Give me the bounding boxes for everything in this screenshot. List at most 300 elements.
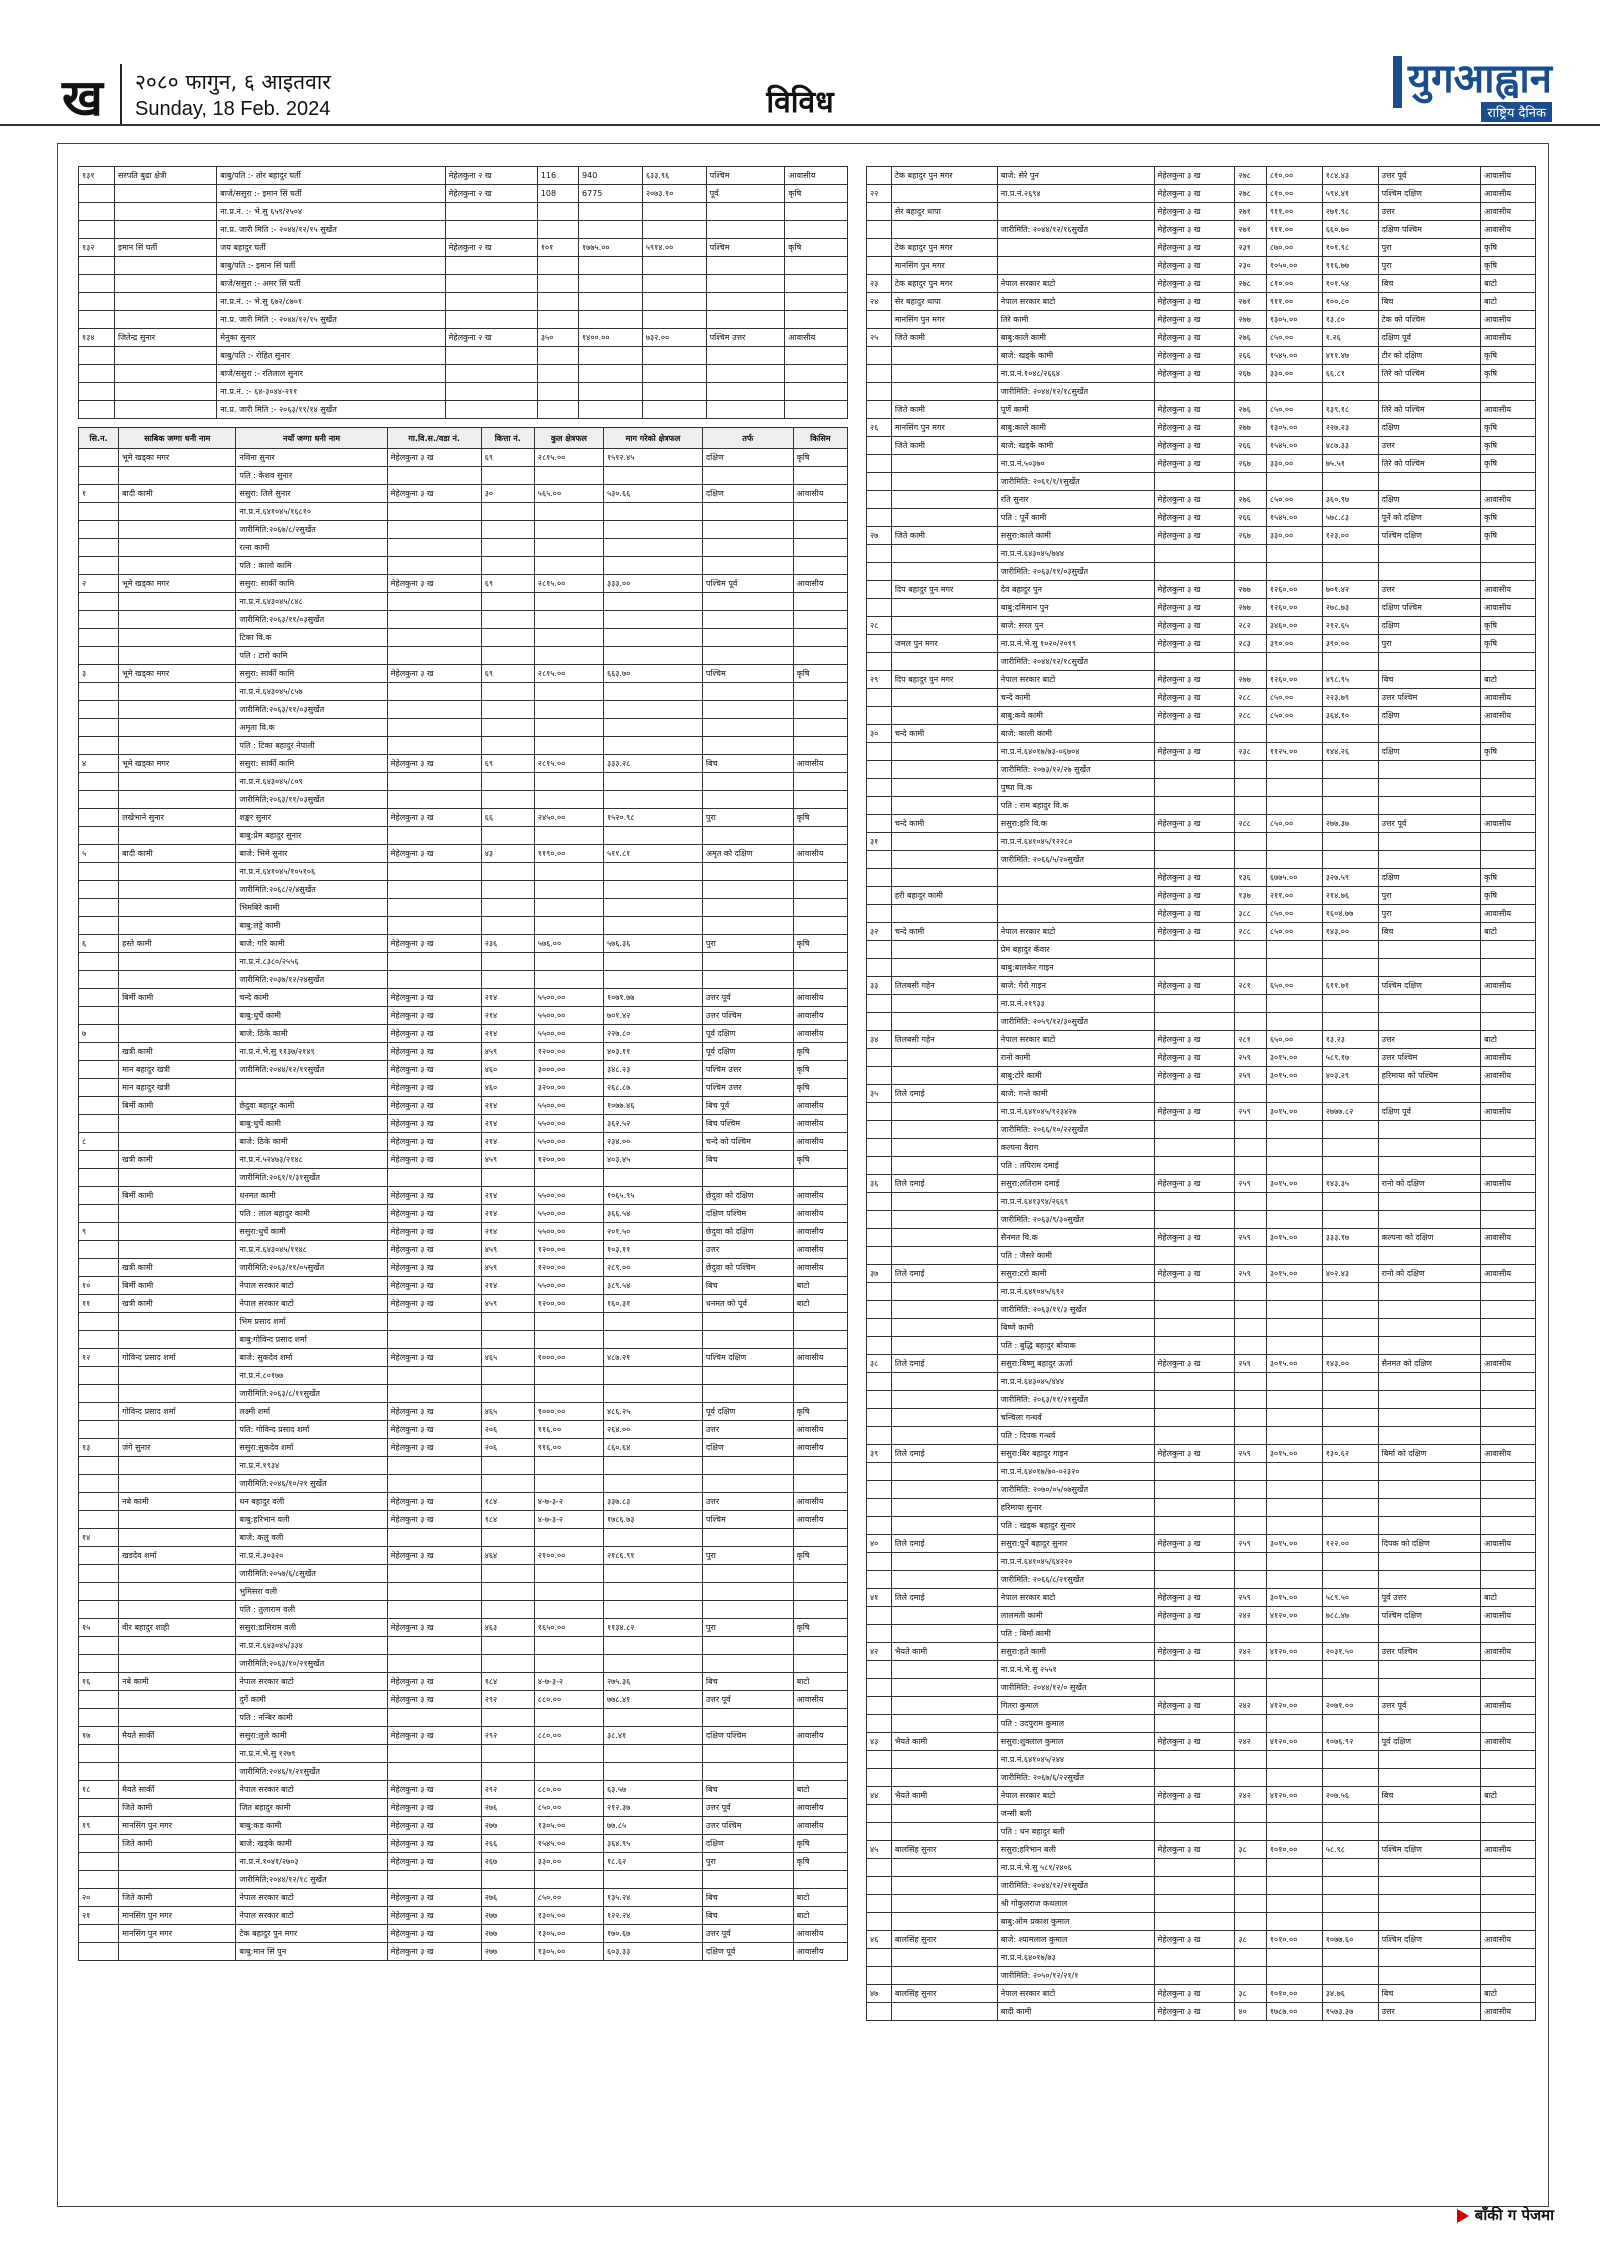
table-cell: ३० xyxy=(481,485,534,503)
table-cell xyxy=(867,1913,892,1931)
table-cell xyxy=(891,2003,997,2021)
table-cell: २७७ xyxy=(481,1925,534,1943)
table-cell xyxy=(1154,1247,1235,1265)
table-row xyxy=(867,1265,1536,1283)
table-cell: कृषि xyxy=(785,185,848,203)
table-cell xyxy=(642,365,706,383)
table-cell xyxy=(603,1745,702,1763)
table-cell: बाटो xyxy=(793,1781,847,1799)
table-cell xyxy=(867,1805,892,1823)
table-cell xyxy=(1481,941,1536,959)
table-cell: २७७७.८२ xyxy=(1322,1103,1378,1121)
table-cell: २७८ xyxy=(1235,275,1267,293)
table-cell xyxy=(1378,383,1481,401)
table-cell xyxy=(115,257,217,275)
table-cell: नेपाल सरकार बाटो xyxy=(236,1781,387,1799)
table-cell xyxy=(1322,1895,1378,1913)
table-cell: आवासीय xyxy=(793,1133,847,1151)
table-cell xyxy=(867,743,892,761)
table-cell xyxy=(1235,1301,1267,1319)
table-cell xyxy=(79,917,119,935)
table-cell: २५९ xyxy=(1235,1103,1267,1121)
table-cell: २८१५.०० xyxy=(534,575,603,593)
table-row xyxy=(79,1709,848,1727)
table-cell: ना.प्र.नं. :- भे.सु ६५९/२५०४ xyxy=(217,203,445,221)
table-cell: बिच xyxy=(702,1277,793,1295)
table-cell xyxy=(534,1637,603,1655)
table-cell: २१८६.९१ xyxy=(603,1547,702,1565)
table-cell xyxy=(603,1475,702,1493)
table-cell xyxy=(387,953,481,971)
table-cell: २८८ xyxy=(1235,923,1267,941)
table-cell xyxy=(1481,1499,1536,1517)
table-cell: आवासीय xyxy=(1481,2003,1536,2021)
table-row xyxy=(79,221,848,239)
table-cell: पति: गोविन्द प्रसाद शर्मा xyxy=(236,1421,387,1439)
table-row xyxy=(867,311,1536,329)
column-header: किसिम xyxy=(793,428,847,449)
table-row xyxy=(867,833,1536,851)
table-cell xyxy=(867,167,892,185)
table-cell xyxy=(702,611,793,629)
table-cell: टिका वि.क xyxy=(236,629,387,647)
table-row xyxy=(79,1295,848,1313)
table-cell xyxy=(891,1913,997,1931)
table-cell: ४६५ xyxy=(481,1403,534,1421)
table-cell xyxy=(793,863,847,881)
table-cell xyxy=(867,1949,892,1967)
table-cell: ३२००.०० xyxy=(534,1079,603,1097)
table-cell: ससुरा:सुकदेव शर्मा xyxy=(236,1439,387,1457)
table-cell xyxy=(867,1139,892,1157)
table-cell xyxy=(702,1367,793,1385)
table-row xyxy=(79,935,848,953)
table-cell: मेहेलकुना ३ ख xyxy=(387,1943,481,1961)
table-cell xyxy=(891,1049,997,1067)
table-cell xyxy=(603,1583,702,1601)
table-cell xyxy=(793,791,847,809)
table-cell: मेहेलकुना ३ ख xyxy=(1154,491,1235,509)
table-cell: ४-७-३-२ xyxy=(534,1493,603,1511)
table-cell: मेहेलकुना ३ ख xyxy=(387,1817,481,1835)
table-cell xyxy=(1322,1085,1378,1103)
table-cell xyxy=(1322,1913,1378,1931)
table-cell xyxy=(79,1709,119,1727)
table-cell: ८५०.०० xyxy=(534,1889,603,1907)
table-row xyxy=(867,1805,1536,1823)
table-row xyxy=(867,1643,1536,1661)
table-cell xyxy=(1481,1895,1536,1913)
table-row xyxy=(79,1007,848,1025)
table-cell xyxy=(793,1637,847,1655)
table-cell xyxy=(793,521,847,539)
table-cell xyxy=(445,365,537,383)
table-row xyxy=(79,539,848,557)
table-cell: मेहेलकुना ३ ख xyxy=(387,1493,481,1511)
table-cell xyxy=(867,797,892,815)
table-cell xyxy=(1378,851,1481,869)
table-cell xyxy=(387,1529,481,1547)
table-cell: १०१.९८ xyxy=(1322,239,1378,257)
table-cell xyxy=(534,1565,603,1583)
table-cell xyxy=(702,1637,793,1655)
table-cell xyxy=(891,851,997,869)
table-row xyxy=(79,899,848,917)
table-cell: ना.प्र.नं.भे.सु १२७९ xyxy=(236,1745,387,1763)
table-cell: जारीमिति:२०६७/८/२सुर्खेत xyxy=(236,521,387,539)
table-cell xyxy=(119,773,236,791)
table-row xyxy=(867,869,1536,887)
table-cell: १ xyxy=(79,485,119,503)
table-cell: पुरा xyxy=(1378,635,1481,653)
table-row xyxy=(867,1319,1536,1337)
table-row xyxy=(79,683,848,701)
table-cell xyxy=(534,503,603,521)
table-cell xyxy=(387,647,481,665)
table-cell xyxy=(1266,1967,1322,1985)
table-cell xyxy=(702,467,793,485)
table-cell: १८४.४३ xyxy=(1322,167,1378,185)
table-cell xyxy=(1266,563,1322,581)
table-cell: २३० xyxy=(1235,257,1267,275)
table-cell: पूर्व उत्तर xyxy=(1378,1589,1481,1607)
table-cell: १०१०.०० xyxy=(1266,1985,1322,2003)
table-cell: मेहेलकुना ३ ख xyxy=(387,1007,481,1025)
table-cell: भैयते कामी xyxy=(891,1787,997,1805)
table-cell xyxy=(1235,1949,1267,1967)
table-cell xyxy=(115,401,217,419)
table-cell xyxy=(115,383,217,401)
table-cell xyxy=(1481,995,1536,1013)
table-cell: १४३.०० xyxy=(1322,1355,1378,1373)
table-cell: जारीमिति: २०४४/१२/० सुर्खेत xyxy=(997,1679,1154,1697)
table-cell: हस्ते कामी xyxy=(119,935,236,953)
table-cell xyxy=(115,365,217,383)
table-cell xyxy=(1266,383,1322,401)
table-cell: कृषि xyxy=(793,1403,847,1421)
table-cell xyxy=(1235,959,1267,977)
table-cell: पुरा xyxy=(702,935,793,953)
table-row xyxy=(79,275,848,293)
table-cell: खत्री कामी xyxy=(119,1043,236,1061)
table-cell: ४६५ xyxy=(481,1349,534,1367)
table-cell xyxy=(793,1763,847,1781)
table-cell xyxy=(79,647,119,665)
table-cell xyxy=(79,629,119,647)
table-cell: २१४ xyxy=(481,1007,534,1025)
table-cell: बिच पूर्व xyxy=(702,1097,793,1115)
table-cell: बाजे: भिमे सुनार xyxy=(236,845,387,863)
table-cell xyxy=(1322,1499,1378,1517)
table-cell: ४१२०.०० xyxy=(1266,1607,1322,1625)
table-cell xyxy=(702,1385,793,1403)
table-row xyxy=(79,1061,848,1079)
table-cell: पश्चिम दक्षिण xyxy=(1378,977,1481,995)
table-cell: मेहेलकुना ३ ख xyxy=(387,989,481,1007)
table-cell: ससुरा:हरिभान बली xyxy=(997,1841,1154,1859)
column-header: कुल क्षेत्रफल xyxy=(534,428,603,449)
table-cell xyxy=(387,503,481,521)
table-cell: नबे कामी xyxy=(119,1673,236,1691)
table-cell xyxy=(867,1859,892,1877)
table-cell xyxy=(867,221,892,239)
table-cell: ३७ xyxy=(867,1265,892,1283)
table-cell xyxy=(867,635,892,653)
table-cell: आवासीय xyxy=(1481,1229,1536,1247)
table-cell: दक्षिण xyxy=(1378,491,1481,509)
table-cell xyxy=(481,557,534,575)
table-cell xyxy=(1266,941,1322,959)
table-cell: २१४ xyxy=(481,1115,534,1133)
table-cell xyxy=(867,1625,892,1643)
table-cell: मानसिंग पुन मगर xyxy=(891,257,997,275)
table-cell: ना.प्र.नं.६४०१७/७३ xyxy=(997,1949,1154,1967)
table-cell xyxy=(1378,1625,1481,1643)
table-cell: मेहेलकुना ३ ख xyxy=(1154,527,1235,545)
table-cell: १३४ xyxy=(79,329,115,347)
table-cell xyxy=(702,737,793,755)
table-cell: ३६४.९५ xyxy=(603,1835,702,1853)
table-cell xyxy=(1322,851,1378,869)
table-cell xyxy=(793,1385,847,1403)
table-cell xyxy=(1481,1913,1536,1931)
table-cell xyxy=(706,347,785,365)
table-cell xyxy=(119,611,236,629)
table-cell: पश्चिम दक्षिण xyxy=(1378,1931,1481,1949)
table-cell: ३०१५.०० xyxy=(1266,1103,1322,1121)
table-cell: आवासीय xyxy=(1481,1535,1536,1553)
table-cell: पश्चिम दक्षिण xyxy=(1378,185,1481,203)
table-cell: कृषि xyxy=(793,1835,847,1853)
table-cell xyxy=(119,1853,236,1871)
table-cell: लक्ष्मी शर्मा xyxy=(236,1403,387,1421)
table-cell xyxy=(79,791,119,809)
table-cell xyxy=(603,953,702,971)
column-header: तर्फ xyxy=(702,428,793,449)
table-cell: आवासीय xyxy=(1481,599,1536,617)
table-cell: १२००.०० xyxy=(534,1241,603,1259)
table-cell xyxy=(793,1709,847,1727)
table-cell: ना.प्र.नं.८०१७७ xyxy=(236,1367,387,1385)
table-cell: १८ xyxy=(79,1781,119,1799)
table-cell xyxy=(115,221,217,239)
table-cell: ३३३.१७ xyxy=(1322,1229,1378,1247)
table-cell xyxy=(891,743,997,761)
table-cell xyxy=(603,827,702,845)
table-cell: छेदुवा को दक्षिण xyxy=(702,1223,793,1241)
table-cell: ३० xyxy=(867,725,892,743)
table-cell xyxy=(119,521,236,539)
table-row xyxy=(867,1769,1536,1787)
table-cell xyxy=(891,1517,997,1535)
table-cell: दक्षिण xyxy=(1378,869,1481,887)
table-cell xyxy=(1481,1463,1536,1481)
table-cell xyxy=(1235,1661,1267,1679)
table-cell: २८१ xyxy=(1235,977,1267,995)
table-cell xyxy=(481,1655,534,1673)
table-cell: ७३२.०० xyxy=(642,329,706,347)
table-cell xyxy=(702,701,793,719)
table-cell: टेक बहादुर पुन मगर xyxy=(891,275,997,293)
table-cell: ससुरा:शुक्लाल कुमाल xyxy=(997,1733,1154,1751)
table-cell: ९११.०० xyxy=(1266,221,1322,239)
table-cell xyxy=(1481,1193,1536,1211)
table-cell xyxy=(1378,1013,1481,1031)
table-cell: कृषि xyxy=(1481,887,1536,905)
table-cell: ४८७.३३ xyxy=(1322,437,1378,455)
table-cell xyxy=(115,293,217,311)
table-cell xyxy=(891,1553,997,1571)
table-row xyxy=(867,653,1536,671)
table-cell: मान बहादुर खत्री xyxy=(119,1061,236,1079)
table-cell xyxy=(1322,545,1378,563)
table-cell xyxy=(1322,1517,1378,1535)
table-cell: नेपाल सरकार बाटो xyxy=(236,1295,387,1313)
table-cell: २४२ xyxy=(1235,1697,1267,1715)
table-row xyxy=(867,293,1536,311)
table-row xyxy=(867,2003,1536,2021)
table-cell xyxy=(119,899,236,917)
table-cell xyxy=(785,275,848,293)
table-cell xyxy=(1235,995,1267,1013)
table-cell: कल्पना वैराग xyxy=(997,1139,1154,1157)
table-cell: ससुरा:लुले कामी xyxy=(236,1727,387,1745)
table-row xyxy=(867,941,1536,959)
table-cell: २८८ xyxy=(1235,707,1267,725)
table-cell xyxy=(79,257,115,275)
table-cell: ४१२०.०० xyxy=(1266,1697,1322,1715)
table-row xyxy=(867,239,1536,257)
column-header: नयाँ जग्गा धनी नाम xyxy=(236,428,387,449)
table-cell xyxy=(1322,1571,1378,1589)
table-cell: १०००.०० xyxy=(534,1349,603,1367)
table-cell: ३३३.०० xyxy=(603,575,702,593)
table-cell xyxy=(1481,1121,1536,1139)
table-cell xyxy=(534,1367,603,1385)
table-cell xyxy=(1154,725,1235,743)
table-cell: मेहेलकुना ३ ख xyxy=(1154,1265,1235,1283)
table-cell: २१ xyxy=(79,1907,119,1925)
table-cell: २७६ xyxy=(1235,491,1267,509)
table-cell xyxy=(1322,725,1378,743)
table-cell: मेहेलकुना ३ ख xyxy=(387,1025,481,1043)
table-cell: आवासीय xyxy=(1481,221,1536,239)
table-cell: मेहेलकुना ३ ख xyxy=(1154,167,1235,185)
table-row xyxy=(79,239,848,257)
table-cell: २७७ xyxy=(481,1817,534,1835)
table-cell xyxy=(702,719,793,737)
table-cell: बाटो xyxy=(1481,1031,1536,1049)
table-cell xyxy=(481,1763,534,1781)
table-cell xyxy=(481,881,534,899)
table-cell: ६३.५७ xyxy=(603,1781,702,1799)
table-cell xyxy=(79,1565,119,1583)
table-cell xyxy=(387,1169,481,1187)
table-cell: कृषि xyxy=(793,1061,847,1079)
table-cell: ४०२.४३ xyxy=(1322,1265,1378,1283)
table-cell: मेहेलकुना ३ ख xyxy=(387,1061,481,1079)
table-cell: १५४५.०० xyxy=(1266,509,1322,527)
table-cell: मानसिंग पुन मगर xyxy=(891,419,997,437)
table-cell xyxy=(119,1601,236,1619)
table-cell: मेहेलकुना ३ ख xyxy=(1154,437,1235,455)
table-cell xyxy=(387,1655,481,1673)
table-cell xyxy=(1322,1301,1378,1319)
table-cell xyxy=(1235,1967,1267,1985)
table-cell: ३०१५.०० xyxy=(1266,1535,1322,1553)
table-row xyxy=(79,1493,848,1511)
table-cell: आवासीय xyxy=(793,1943,847,1961)
table-cell: मैयते सार्की xyxy=(119,1781,236,1799)
table-row xyxy=(867,1841,1536,1859)
table-cell: ९ xyxy=(79,1223,119,1241)
table-cell: आवासीय xyxy=(1481,491,1536,509)
table-cell: ४९८.९५ xyxy=(1322,671,1378,689)
table-row xyxy=(79,365,848,383)
table-cell: कृषि xyxy=(793,1151,847,1169)
table-cell: भूमे खड्का मगर xyxy=(119,665,236,683)
table-cell: आवासीय xyxy=(1481,329,1536,347)
table-cell xyxy=(702,539,793,557)
table-cell: २६७ xyxy=(1235,527,1267,545)
table-cell xyxy=(534,1709,603,1727)
table-cell xyxy=(1266,1499,1322,1517)
table-cell: ना.प्र.नं.६४३०४५/४४४ xyxy=(997,1373,1154,1391)
table-cell: ना.प्र.नं.६४३०४५/८०९ xyxy=(236,773,387,791)
table-cell xyxy=(642,401,706,419)
table-row xyxy=(867,1211,1536,1229)
table-cell: छेदुवा को पश्चिम xyxy=(702,1259,793,1277)
table-cell: उत्तर xyxy=(702,1493,793,1511)
table-cell xyxy=(1154,1337,1235,1355)
table-cell xyxy=(79,989,119,1007)
table-cell xyxy=(1481,1625,1536,1643)
table-cell: मेहेलकुना ३ ख xyxy=(1154,1535,1235,1553)
table-cell xyxy=(1235,1751,1267,1769)
table-cell: पति : खड्क बहादुर सुनार xyxy=(997,1517,1154,1535)
table-cell: २२७.८० xyxy=(603,1025,702,1043)
table-cell xyxy=(706,275,785,293)
table-cell xyxy=(79,1493,119,1511)
table-cell xyxy=(79,1097,119,1115)
table-cell: १४३.३५ xyxy=(1322,1175,1378,1193)
table-cell xyxy=(997,257,1154,275)
table-cell xyxy=(534,827,603,845)
table-cell: आवासीय xyxy=(793,989,847,1007)
table-cell xyxy=(579,383,643,401)
table-cell: आवासीय xyxy=(793,1241,847,1259)
table-cell: बिर्मी कामी xyxy=(119,1277,236,1295)
table-cell xyxy=(387,899,481,917)
table-cell xyxy=(642,257,706,275)
table-cell xyxy=(867,437,892,455)
table-cell xyxy=(537,221,578,239)
table-cell xyxy=(1235,797,1267,815)
table-cell: १७०.६७ xyxy=(603,1925,702,1943)
table-cell: बाटो xyxy=(1481,671,1536,689)
table-cell xyxy=(79,1115,119,1133)
table-row xyxy=(79,1529,848,1547)
table-cell: बालसिंह सुनार xyxy=(891,1985,997,2003)
table-cell xyxy=(867,203,892,221)
table-cell: ना.प्र.नं.६४१०४५/६१२ xyxy=(997,1283,1154,1301)
table-cell xyxy=(793,1475,847,1493)
table-cell: ३६४.१० xyxy=(1322,707,1378,725)
table-row xyxy=(79,1637,848,1655)
table-cell xyxy=(119,539,236,557)
table-cell: ८८०.०० xyxy=(534,1781,603,1799)
table-cell: बिर्मी कामी xyxy=(119,1187,236,1205)
